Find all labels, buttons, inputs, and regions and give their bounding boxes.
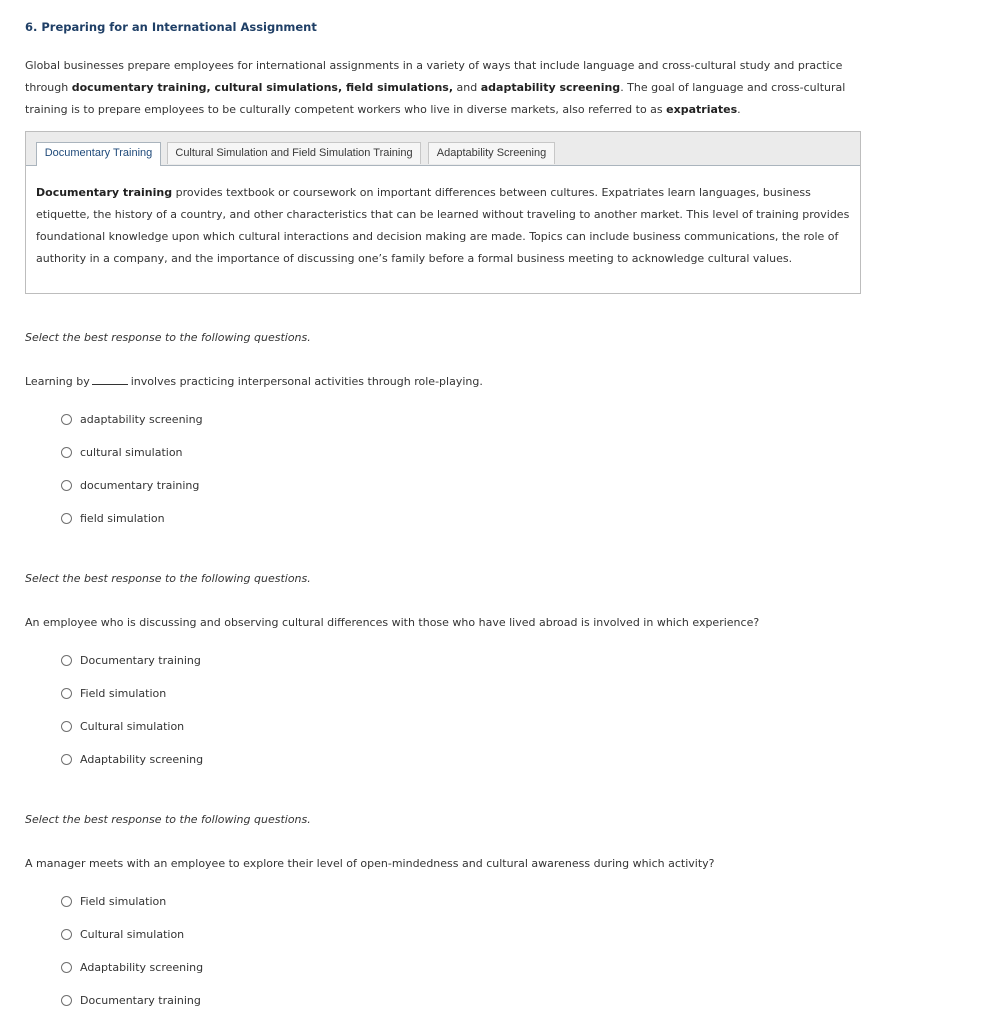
training-tab-widget (25, 131, 861, 294)
tab-strip (26, 132, 860, 166)
tab-documentary-training[interactable]: Documentary Training (36, 142, 161, 166)
option-label: Field simulation (80, 687, 167, 700)
tab-panel-content (36, 182, 851, 270)
option-label: Cultural simulation (80, 928, 185, 941)
option-label: Field simulation (80, 895, 167, 908)
intro-text-4: . (737, 103, 741, 116)
radio-button[interactable] (61, 447, 72, 458)
radio-button[interactable] (61, 962, 72, 973)
question-1-prompt (25, 375, 483, 388)
option-label: Adaptability screening (80, 961, 204, 974)
radio-button[interactable] (61, 721, 72, 732)
radio-button[interactable] (61, 929, 72, 940)
intro-text-1: Global businesses prepare employees for international assignments in a variety of ways that include language and cross-cultural study and practice through (25, 59, 843, 94)
tab-panel-bold-term: Documentary training (36, 186, 173, 199)
radio-button[interactable] (61, 513, 72, 524)
option-label: Documentary training (80, 654, 201, 667)
radio-button[interactable] (61, 655, 72, 666)
radio-button[interactable] (61, 688, 72, 699)
question-1-prompt-end: involves practicing interpersonal activities through role-playing. (130, 375, 483, 388)
question-2-prompt: An employee who is discussing and observing cultural differences with those who have lived abroad is involved in which experience? (25, 616, 760, 629)
radio-button[interactable] (61, 414, 72, 425)
radio-button[interactable] (61, 995, 72, 1006)
option-label: cultural simulation (80, 446, 183, 459)
intro-bold-expatriates: expatriates (666, 103, 738, 116)
tab-panel-text: provides textbook or coursework on important differences between cultures. Expatriates learn languages, business etiquette, the history of a country, and other characteristics that can be learned without traveling to another market. This level of training provides foundational knowledge upon which cultural interactions and decision making are made. Topics can include business communications, the role of authority in a company, and the importance of discussing one’s family before a formal business meeting to acknowledge cultural values. (36, 186, 850, 265)
radio-button[interactable] (61, 480, 72, 491)
question-1-prompt-start: Learning by (25, 375, 90, 388)
instruction-q2: Select the best response to the following questions. (25, 572, 311, 585)
intro-paragraph (25, 55, 861, 121)
tab-cultural-field-simulation[interactable]: Cultural Simulation and Field Simulation Training (167, 142, 421, 164)
fill-in-blank (92, 375, 128, 385)
intro-text-3: . The goal of language and cross-cultural training is to prepare employees to be culturally competent workers who live in diverse markets, also referred to as (25, 81, 846, 116)
option-label: Adaptability screening (80, 753, 204, 766)
option-label: adaptability screening (80, 413, 203, 426)
instruction-q3: Select the best response to the following questions. (25, 813, 311, 826)
intro-bold-adaptability: adaptability screening (480, 81, 621, 94)
option-label: Documentary training (80, 994, 201, 1007)
radio-button[interactable] (61, 896, 72, 907)
instruction-q1: Select the best response to the following questions. (25, 331, 311, 344)
option-label: field simulation (80, 512, 165, 525)
tab-adaptability-screening[interactable]: Adaptability Screening (428, 142, 555, 164)
option-label: Cultural simulation (80, 720, 185, 733)
option-label: documentary training (80, 479, 200, 492)
intro-bold-training-types: documentary training, cultural simulations, field simulations, (71, 81, 454, 94)
question-title: 6. Preparing for an International Assignment (25, 20, 317, 34)
intro-text-2: and (453, 81, 481, 94)
radio-button[interactable] (61, 754, 72, 765)
question-3-prompt: A manager meets with an employee to explore their level of open-mindedness and cultural awareness during which activity? (25, 857, 715, 870)
